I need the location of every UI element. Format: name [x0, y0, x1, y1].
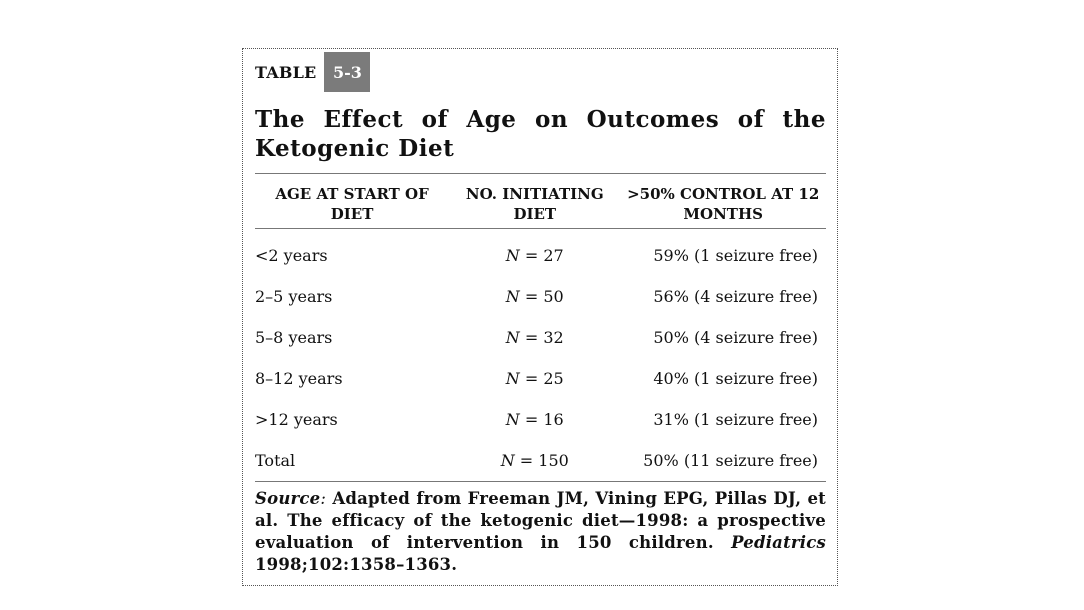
header-initiating: NO. INITIATING DIET [465, 185, 604, 223]
age-cell: 2–5 years [255, 287, 333, 306]
table-title: The Effect of Age on Outcomes of the Ketogenic Diet [255, 106, 826, 162]
table-label-row [255, 52, 826, 92]
age-cell: 5–8 years [255, 328, 333, 347]
journal-name: Pediatrics [731, 533, 826, 552]
control-cell: 56% (4 seizure free) [653, 287, 818, 306]
n-cell: N = 27 [505, 246, 564, 265]
age-cell: 8–12 years [255, 369, 343, 388]
header-row [255, 174, 826, 228]
bottom-rule [255, 481, 826, 482]
control-cell: 31% (1 seizure free) [653, 410, 818, 429]
n-cell: N = 50 [505, 287, 564, 306]
n-cell: N = 16 [505, 410, 564, 429]
source-label: Source [255, 489, 321, 508]
header-control: >50% CONTROL AT 12 MONTHS [627, 185, 820, 223]
table-box [242, 48, 838, 586]
citation: 1998;102:1358–1363. [255, 555, 458, 574]
header-age: AGE AT START OF DIET [275, 185, 429, 223]
table-number-badge: 5-3 [324, 52, 370, 92]
control-cell: 50% (11 seizure free) [643, 451, 818, 470]
data-table [255, 174, 826, 481]
control-cell: 40% (1 seizure free) [653, 369, 818, 388]
n-cell: N = 32 [505, 328, 564, 347]
n-cell: N = 150 [500, 451, 569, 470]
table-row-total [255, 440, 826, 481]
source-text: Adapted from Freeman JM, Vining EPG, Pillas DJ, et al. The efficacy of the ketogenic diet—1998: a prospective evaluation of intervention in 150 children. [255, 489, 826, 552]
table-row [255, 317, 826, 358]
control-cell: 50% (4 seizure free) [653, 328, 818, 347]
age-cell: <2 years [255, 246, 328, 265]
age-cell: >12 years [255, 410, 338, 429]
table-row [255, 399, 826, 440]
source-note: Source: Adapted from Freeman JM, Vining EPG, Pillas DJ, et al. The efficacy of the ketogenic diet—1998: a prospective evaluation of intervention in 150 children. Pediatrics 1998;102:1358–1363. [255, 489, 826, 574]
control-cell: 59% (1 seizure free) [653, 246, 818, 265]
table-row [255, 358, 826, 399]
table-label: TABLE [255, 63, 317, 82]
age-cell: Total [255, 451, 296, 470]
table-row [255, 229, 826, 276]
table-row [255, 276, 826, 317]
n-cell: N = 25 [505, 369, 564, 388]
